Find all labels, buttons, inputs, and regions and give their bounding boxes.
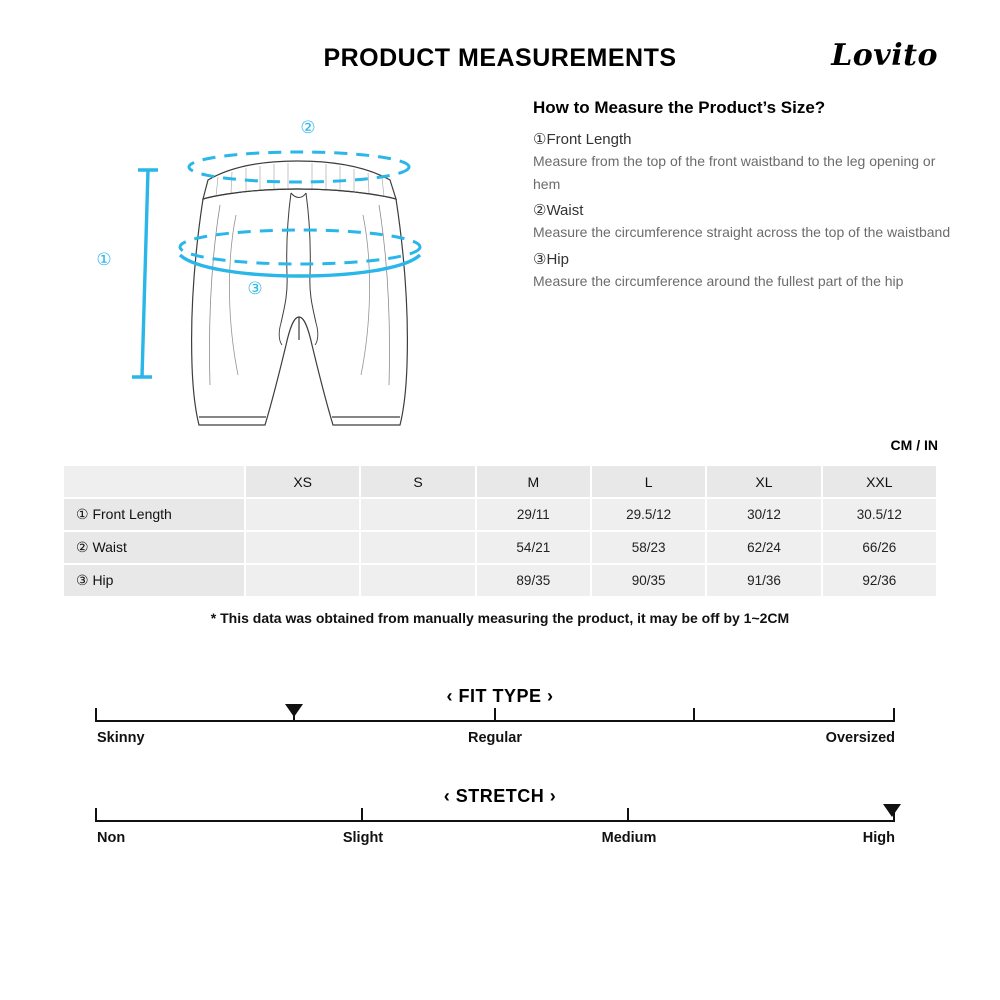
- table-row: [64, 565, 936, 596]
- cell-front-length-xxl: 30.5/12: [823, 499, 936, 530]
- measurement-note: * This data was obtained from manually measuring the product, it may be off by 1~2CM: [210, 610, 790, 626]
- cell-waist-s: [361, 532, 474, 563]
- fit-type-label-regular: Regular: [468, 730, 522, 746]
- fit-type-label-skinny: Skinny: [97, 730, 145, 746]
- cell-waist-xs: [246, 532, 359, 563]
- stretch-tick-1: [361, 808, 363, 822]
- cell-front-length-xs: [246, 499, 359, 530]
- row-label-hip: ③ Hip: [64, 565, 244, 596]
- table-col-xl: XL: [707, 466, 820, 497]
- fit-type-label-oversized: Oversized: [825, 730, 895, 746]
- cell-hip-s: [361, 565, 474, 596]
- cell-hip-m: 89/35: [477, 565, 590, 596]
- cell-hip-xl: 91/36: [707, 565, 820, 596]
- cell-hip-xxl: 92/36: [823, 565, 936, 596]
- measure-step-2-label: ②Waist: [533, 202, 584, 220]
- cell-waist-m: 54/21: [477, 532, 590, 563]
- cell-front-length-s: [361, 499, 474, 530]
- diagram-callout-3: ③: [247, 279, 263, 298]
- stretch-axis: [95, 820, 895, 822]
- how-to-measure-heading: How to Measure the Product’s Size?: [533, 98, 826, 117]
- cell-front-length-m: 29/11: [477, 499, 590, 530]
- row-label-front-length: ① Front Length: [64, 499, 244, 530]
- table-row: [64, 499, 936, 530]
- brand-logo: Lovito: [831, 38, 938, 73]
- stretch-tick-0: [95, 808, 97, 822]
- fit-type-tick-3: [693, 708, 695, 722]
- table-col-s: S: [361, 466, 474, 497]
- size-table-wrapper: [62, 464, 938, 598]
- stretch-label-high: High: [862, 830, 895, 846]
- cell-waist-xl: 62/24: [707, 532, 820, 563]
- fit-type-title: ‹ FIT TYPE ›: [446, 686, 554, 706]
- table-col-xxl: XXL: [823, 466, 936, 497]
- table-header-row: [64, 466, 936, 497]
- measure-step-1-label: ①Front Length: [533, 131, 632, 148]
- size-chart-table: [62, 464, 938, 598]
- table-row: [64, 532, 936, 563]
- fit-type-marker: [285, 704, 303, 717]
- table-col-xs: XS: [246, 466, 359, 497]
- stretch-label-slight: Slight: [342, 830, 384, 846]
- fit-type-tick-2: [494, 708, 496, 722]
- stretch-label-non: Non: [97, 830, 126, 846]
- cell-hip-l: 90/35: [592, 565, 705, 596]
- cell-front-length-xl: 30/12: [707, 499, 820, 530]
- measure-step-1-desc: Measure from the top of the front waistband to the leg opening or hem: [533, 153, 936, 192]
- cell-front-length-l: 29.5/12: [592, 499, 705, 530]
- page-title: PRODUCT MEASUREMENTS: [323, 44, 677, 72]
- stretch-marker: [883, 804, 901, 817]
- cell-waist-xxl: 66/26: [823, 532, 936, 563]
- fit-type-scale: [95, 708, 895, 754]
- measure-step-3-desc: Measure the circumference around the fullest part of the hip: [533, 273, 904, 290]
- shorts-diagram: [60, 95, 510, 435]
- measure-step-2-desc: Measure the circumference straight across the top of the waistband: [533, 224, 951, 241]
- diagram-callout-1: ①: [96, 250, 112, 269]
- measure-step-3-label: ③Hip: [533, 251, 569, 269]
- stretch-label-medium: Medium: [601, 830, 657, 846]
- fit-type-tick-0: [95, 708, 97, 722]
- stretch-scale: [95, 808, 895, 854]
- how-to-measure-section: [533, 98, 953, 299]
- cell-hip-xs: [246, 565, 359, 596]
- table-col-l: L: [592, 466, 705, 497]
- diagram-callout-2: ②: [300, 118, 316, 137]
- table-col-m: M: [477, 466, 590, 497]
- cell-waist-l: 58/23: [592, 532, 705, 563]
- units-label: CM / IN: [890, 437, 938, 453]
- row-label-waist: ② Waist: [64, 532, 244, 563]
- fit-type-tick-4: [893, 708, 895, 722]
- stretch-tick-2: [627, 808, 629, 822]
- stretch-title: ‹ STRETCH ›: [443, 786, 557, 806]
- table-corner-cell: [64, 466, 244, 497]
